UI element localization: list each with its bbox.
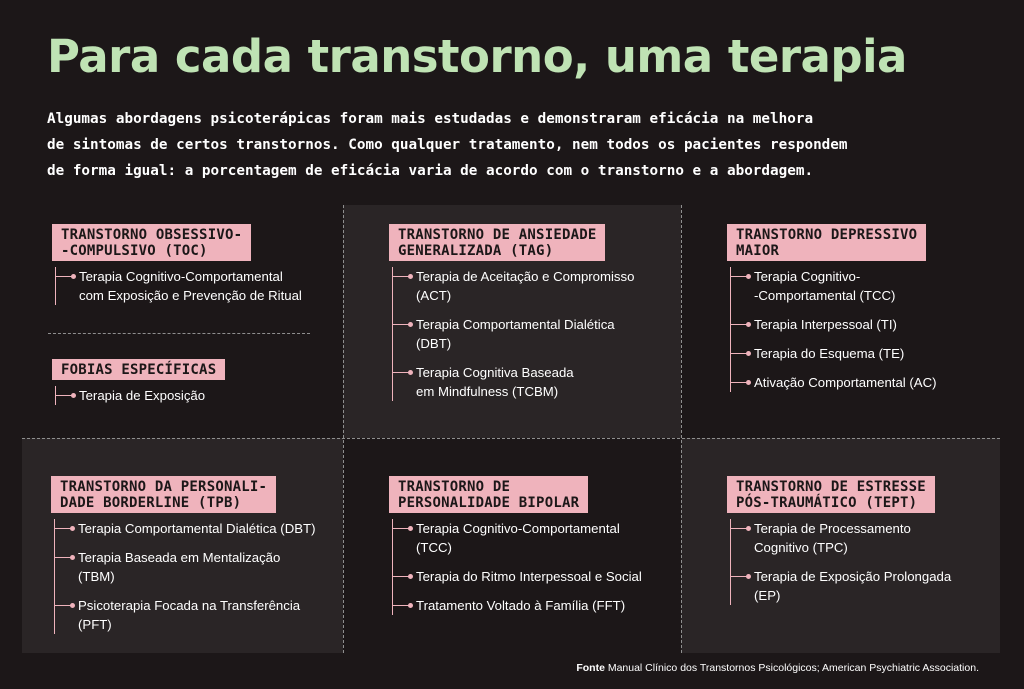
therapy-list <box>392 267 634 401</box>
divider-vertical-left <box>343 205 344 653</box>
therapy-list <box>730 519 951 605</box>
page-title: Para cada transtorno, uma terapia <box>47 30 907 83</box>
therapy-item: Terapia do Ritmo Interpessoal e Social <box>416 569 642 584</box>
source-label: Fonte <box>576 662 605 674</box>
therapy-list <box>55 267 302 305</box>
therapy-item: Terapia Cognitivo-Comportamental (TCC) <box>416 519 642 557</box>
therapy-item: Terapia de Processamento Cognitivo (TPC) <box>754 519 951 557</box>
divider-vertical-right <box>681 205 682 653</box>
disorder-tept <box>727 476 951 605</box>
therapy-list <box>730 267 937 392</box>
disorder-tag: TRANSTORNO DEPRESSIVO MAIOR <box>727 224 926 261</box>
disorder-tag: TRANSTORNO DE ESTRESSE PÓS-TRAUMÁTICO (TEPT) <box>727 476 935 513</box>
therapy-item: Terapia de Exposição Prolongada (EP) <box>754 569 952 603</box>
therapy-item: Psicoterapia Focada na Transferência (PFT) <box>78 596 315 634</box>
disorder-depression <box>727 224 937 392</box>
source-note <box>576 662 979 674</box>
therapy-item: Tratamento Voltado à Família (FFT) <box>416 596 642 615</box>
disorder-tag: FOBIAS ESPECÍFICAS <box>52 359 225 380</box>
disorder-bipolar <box>389 476 642 615</box>
therapy-item: Terapia Comportamental Dialética (DBT) <box>416 315 634 353</box>
therapy-item: Terapia Cognitiva Baseada em Mindfulness (TCBM) <box>416 363 634 401</box>
divider-toc-fobias <box>48 333 310 334</box>
therapy-item: Terapia de Exposição <box>79 386 225 405</box>
therapy-list <box>54 519 315 634</box>
disorder-tag: TRANSTORNO DE ANSIEDADE GENERALIZADA (TAG) <box>389 224 605 261</box>
disorder-tpb <box>51 476 315 634</box>
therapy-item: Terapia de Aceitação e Compromisso (ACT) <box>416 269 635 303</box>
source-text: Manual Clínico dos Transtornos Psicológicos; American Psychiatric Association. <box>604 662 979 674</box>
therapy-item: Terapia Cognitivo-Comportamental com Exposição e Prevenção de Ritual <box>79 269 302 303</box>
therapy-item: Terapia Cognitivo- -Comportamental (TCC) <box>754 267 937 305</box>
disorder-tag: TRANSTORNO DA PERSONALI- DADE BORDERLINE (TPB) <box>51 476 276 513</box>
disorder-tag-anxiety <box>389 224 634 401</box>
disorder-tag: TRANSTORNO OBSESSIVO- -COMPULSIVO (TOC) <box>52 224 251 261</box>
therapy-item: Terapia Comportamental Dialética (DBT) <box>78 521 316 536</box>
disorder-tag: TRANSTORNO DE PERSONALIDADE BIPOLAR <box>389 476 588 513</box>
intro-text: Algumas abordagens psicoterápicas foram mais estudadas e demonstraram eficácia na melhora de sintomas de certos transtornos. Como qualquer tratamento, nem todos os pacientes respondem de forma igual: a porcentagem de eficácia varia de acordo com o transtorno e a abordagem. <box>47 111 848 179</box>
therapy-item: Terapia do Esquema (TE) <box>754 344 937 363</box>
therapy-list <box>55 386 225 405</box>
therapy-list <box>392 519 642 615</box>
divider-horizontal <box>22 438 1000 439</box>
therapy-item: Ativação Comportamental (AC) <box>754 375 937 390</box>
disorder-toc <box>52 224 302 305</box>
therapy-item: Terapia Interpessoal (TI) <box>754 315 937 334</box>
disorder-fobias <box>52 359 225 405</box>
therapy-item: Terapia Baseada em Mentalização (TBM) <box>78 548 315 586</box>
